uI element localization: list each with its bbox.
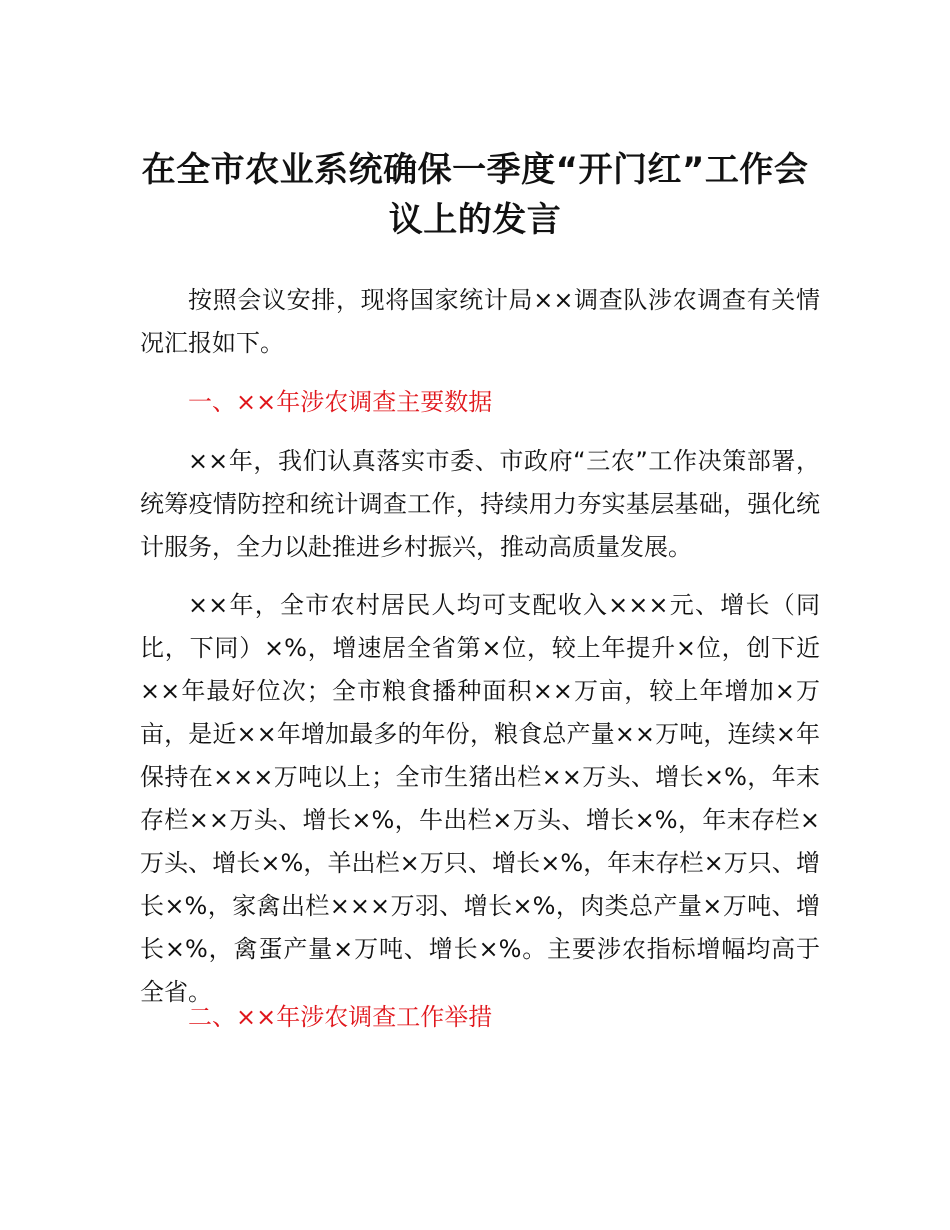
section-heading-1: 一、××年涉农调查主要数据 xyxy=(188,388,493,416)
section-1-paragraph-1: ××年，我们认真落实市委、市政府“三农”工作决策部署，统筹疫情防控和统计调查工作，持续用力夯实基层基础，强化统计服务，全力以赴推进乡村振兴，推动高质量发展。 xyxy=(140,447,820,561)
title-line-1: 在全市农业系统确保一季度“开门红”工作会 xyxy=(141,150,809,190)
intro-paragraph: 按照会议安排，现将国家统计局××调查队涉农调查有关情况汇报如下。 xyxy=(140,286,820,357)
document-title xyxy=(120,145,830,245)
section-1-paragraph-2: ××年，全市农村居民人均可支配收入×××元、增长（同比，下同）×%，增速居全省第×位，较上年提升×位，创下近××年最好位次；全市粮食播种面积××万亩，较上年增加×万亩，是近××年增加最多的年份，粮食总产量××万吨，连续×年保持在×××万吨以上；全市生猪出栏××万头、增长×%，年末存栏××万头、增长×%，牛出栏×万头、增长×%，年末存栏×万头、增长×%，羊出栏×万只、增长×%，年末存栏×万只、增长×%，家禽出栏×××万羽、增长×%，肉类总产量×万吨、增长×%，禽蛋产量×万吨、增长×%。主要涉农指标增幅均高于全省。 xyxy=(140,591,820,1006)
section-heading-2: 二、××年涉农调查工作举措 xyxy=(188,1003,493,1031)
title-line-2: 议上的发言 xyxy=(388,200,562,240)
